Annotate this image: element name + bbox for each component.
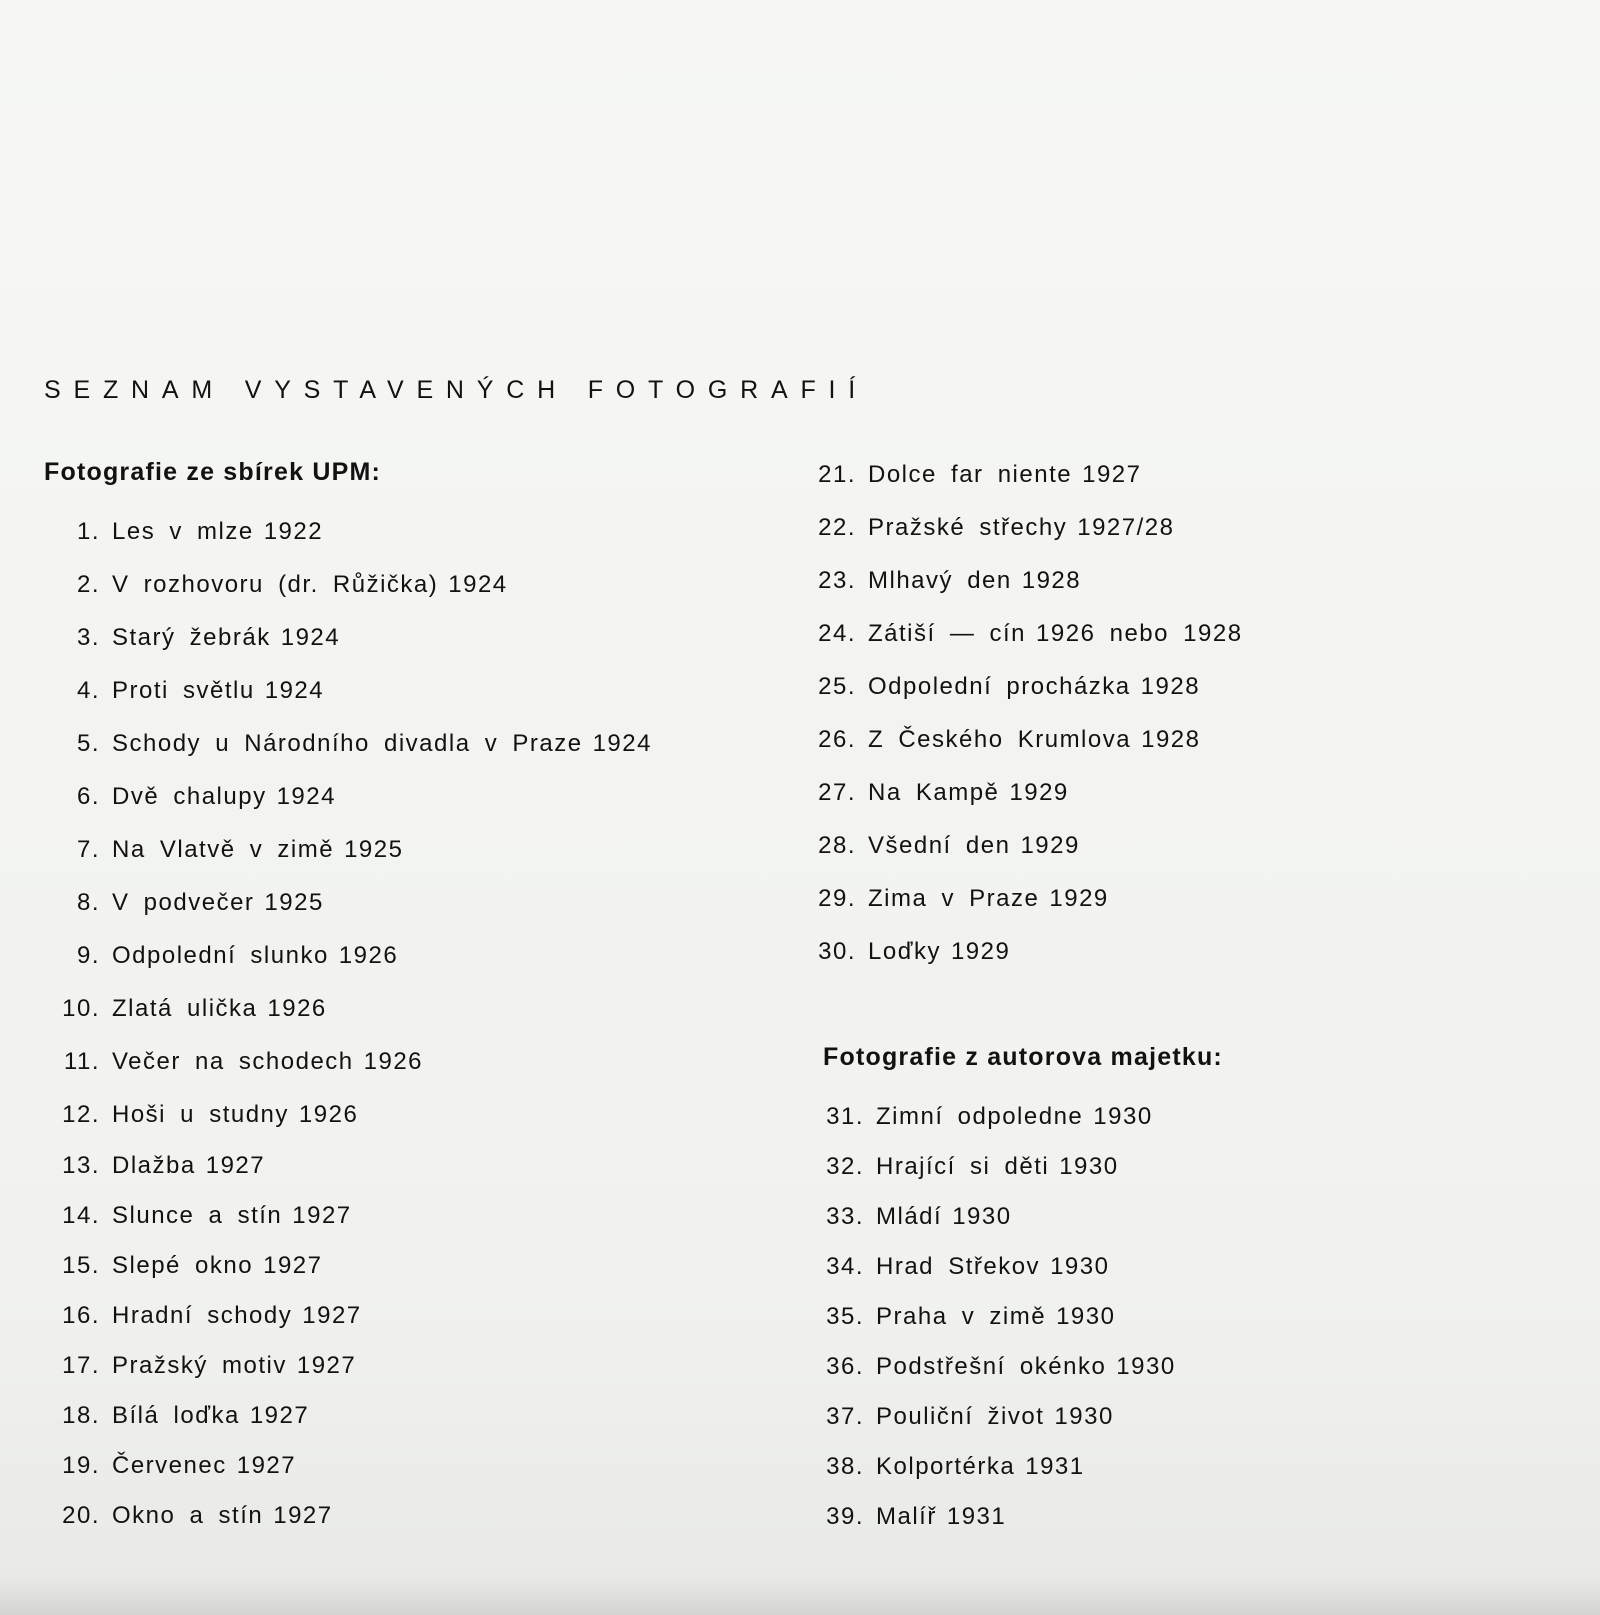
item-number: 9. [76, 941, 100, 969]
item-title: Mlhavý den [868, 566, 1012, 594]
list-item [44, 664, 764, 717]
list-item [44, 1291, 764, 1341]
item-number: 27. [818, 778, 856, 806]
item-title: Loďky [868, 937, 941, 965]
list-item [822, 1492, 1382, 1542]
item-year: 1926 [338, 941, 399, 969]
item-year: 1927 [302, 1302, 362, 1329]
item-number: 3. [76, 623, 100, 651]
list-item [44, 1141, 764, 1191]
item-title: Na Kampě [868, 778, 1000, 806]
item-number: 36. [826, 1353, 864, 1380]
list-item [814, 872, 1374, 925]
item-title: Les v mlze [112, 517, 254, 545]
item-number: 7. [76, 835, 100, 863]
list-item [822, 1292, 1382, 1342]
item-year: 1927 [292, 1202, 352, 1229]
item-number: 6. [76, 782, 100, 810]
item-number: 23. [818, 566, 856, 594]
item-number: 21. [818, 460, 856, 488]
item-number: 34. [826, 1253, 864, 1280]
item-title: Pouliční život [876, 1403, 1045, 1430]
item-number: 11. [63, 1047, 100, 1075]
item-number: 14. [62, 1202, 100, 1229]
item-number: 1. [76, 517, 100, 545]
item-year: 1922 [263, 517, 324, 545]
list-item [44, 876, 764, 929]
item-year: 1925 [264, 888, 324, 916]
item-number: 13. [62, 1152, 100, 1179]
list-item [822, 1192, 1382, 1242]
item-number: 22. [818, 513, 856, 541]
item-title: Podstřešní okénko [876, 1353, 1107, 1380]
item-year: 1924 [276, 782, 336, 810]
item-year: 1930 [1116, 1353, 1176, 1380]
item-year: 1929 [1009, 778, 1069, 806]
item-title: Z Českého Krumlova [868, 725, 1132, 753]
item-title: V rozhovoru (dr. Růžička) [112, 570, 439, 598]
item-number: 17. [62, 1352, 100, 1379]
item-year: 1931 [946, 1503, 1007, 1530]
item-year: 1927 [263, 1252, 323, 1279]
item-year: 1926 [298, 1100, 359, 1128]
item-number: 25. [818, 672, 856, 700]
item-title: Praha v zimě [876, 1303, 1047, 1330]
item-year: 1926 [267, 994, 327, 1022]
item-number: 5. [76, 729, 100, 757]
item-title: Zima v Praze [868, 884, 1040, 912]
item-year: 1926 [363, 1047, 424, 1075]
list-item [44, 823, 764, 876]
item-number: 28. [818, 831, 856, 859]
item-title: Mládí [876, 1203, 943, 1230]
item-title: Červenec [112, 1452, 227, 1479]
item-title: Dvě chalupy [112, 782, 267, 810]
section-heading-author-collection: Fotografie z autorova majetku: [823, 1043, 1223, 1071]
list-item [814, 501, 1374, 554]
list-item [822, 1092, 1382, 1142]
list-item [814, 448, 1374, 501]
item-number: 18. [62, 1402, 100, 1429]
list-item [44, 1088, 764, 1141]
item-number: 33. [826, 1203, 864, 1230]
item-title: Hoši u studny [112, 1100, 289, 1128]
item-year: 1929 [1049, 884, 1109, 912]
item-number: 19. [62, 1452, 100, 1479]
item-number: 39. [826, 1503, 864, 1530]
list-item [822, 1342, 1382, 1392]
list-item [44, 929, 764, 982]
item-number: 26. [818, 725, 856, 753]
item-year: 1925 [344, 835, 404, 863]
list-item [44, 505, 764, 558]
list-item [822, 1142, 1382, 1192]
page-title: SEZNAM VYSTAVENÝCH FOTOGRAFIÍ [44, 376, 869, 404]
list-item [44, 1391, 764, 1441]
item-number: 12. [62, 1100, 100, 1128]
item-title: Hradní schody [112, 1302, 293, 1329]
item-title: Okno a stín [112, 1502, 264, 1529]
item-number: 20. [62, 1502, 100, 1529]
item-title: Slepé okno [112, 1252, 254, 1279]
list-item [44, 770, 764, 823]
item-year: 1930 [952, 1203, 1012, 1230]
item-title: Zimní odpoledne [876, 1103, 1084, 1130]
list-item [814, 607, 1374, 660]
item-number: 2. [76, 570, 100, 598]
item-year: 1931 [1025, 1453, 1085, 1480]
item-title: Všední den [868, 831, 1011, 859]
item-year: 1927 [249, 1402, 310, 1429]
item-title: Proti světlu [112, 676, 255, 704]
item-number: 8. [76, 888, 100, 916]
item-year: 1924 [264, 676, 325, 704]
item-title: Večer na schodech [112, 1047, 354, 1075]
item-year: 1929 [950, 937, 1011, 965]
item-year: 1926 nebo 1928 [1036, 619, 1243, 647]
item-year: 1927/28 [1077, 513, 1175, 541]
list-item [44, 717, 764, 770]
list-item [814, 819, 1374, 872]
item-title: Slunce a stín [112, 1202, 283, 1229]
item-number: 37. [826, 1403, 864, 1430]
item-title: Kolportérka [876, 1453, 1016, 1480]
list-item [44, 1441, 764, 1491]
item-number: 31. [826, 1103, 864, 1130]
section-heading-upm: Fotografie ze sbírek UPM: [44, 458, 381, 486]
list-item [822, 1442, 1382, 1492]
list-item [44, 982, 764, 1035]
item-title: Malíř [876, 1503, 937, 1530]
item-title: Starý žebrák [112, 623, 271, 651]
item-title: Odpolední slunko [112, 941, 329, 969]
item-year: 1930 [1059, 1153, 1119, 1180]
item-year: 1930 [1056, 1303, 1116, 1330]
item-number: 35. [826, 1303, 864, 1330]
item-title: Dolce far niente [868, 460, 1073, 488]
item-year: 1924 [592, 729, 652, 757]
item-number: 15. [62, 1252, 100, 1279]
list-item [814, 713, 1374, 766]
item-year: 1927 [273, 1502, 333, 1529]
item-title: Zlatá ulička [112, 994, 258, 1022]
item-year: 1927 [296, 1352, 357, 1379]
item-number: 38. [826, 1453, 864, 1480]
item-title: Odpolední procházka [868, 672, 1131, 700]
list-item [814, 660, 1374, 713]
item-number: 16. [62, 1302, 100, 1329]
page-bottom-shadow [0, 1575, 1600, 1615]
item-year: 1924 [448, 570, 508, 598]
item-title: Pražské střechy [868, 513, 1068, 541]
item-number: 24. [818, 619, 856, 647]
list-item [814, 554, 1374, 607]
list-item [44, 611, 764, 664]
list-item [44, 1191, 764, 1241]
list-item [44, 1491, 764, 1541]
list-item [44, 1241, 764, 1291]
item-title: Schody u Národního divadla v Praze [112, 729, 583, 757]
item-year: 1928 [1140, 672, 1201, 700]
upm-photo-list-right [814, 448, 1374, 978]
item-title: Zátiší — cín [868, 619, 1027, 647]
item-title: Dlažba [112, 1152, 196, 1179]
item-year: 1930 [1093, 1103, 1153, 1130]
item-number: 4. [76, 676, 100, 704]
item-year: 1927 [236, 1452, 297, 1479]
item-year: 1927 [1082, 460, 1142, 488]
list-item [44, 1035, 764, 1088]
item-title: Na Vlatvě v zimě [112, 835, 335, 863]
item-title: Hrající si děti [876, 1153, 1050, 1180]
item-year: 1930 [1054, 1403, 1114, 1430]
item-year: 1929 [1020, 831, 1080, 859]
item-title: Pražský motiv [112, 1352, 287, 1379]
item-number: 29. [818, 884, 856, 912]
list-item [814, 925, 1374, 978]
item-title: V podvečer [112, 888, 255, 916]
item-year: 1928 [1021, 566, 1082, 594]
item-year: 1927 [205, 1152, 266, 1179]
item-year: 1928 [1141, 725, 1201, 753]
list-item [44, 558, 764, 611]
item-title: Hrad Střekov [876, 1253, 1041, 1280]
item-year: 1930 [1050, 1253, 1110, 1280]
item-number: 10. [62, 994, 100, 1022]
item-year: 1924 [280, 623, 341, 651]
list-item [822, 1392, 1382, 1442]
author-photo-list [822, 1092, 1382, 1542]
upm-photo-list-left [44, 505, 764, 1541]
item-title: Bílá loďka [112, 1402, 240, 1429]
list-item [44, 1341, 764, 1391]
list-item [822, 1242, 1382, 1292]
list-item [814, 766, 1374, 819]
item-number: 30. [818, 937, 856, 965]
item-number: 32. [826, 1153, 864, 1180]
